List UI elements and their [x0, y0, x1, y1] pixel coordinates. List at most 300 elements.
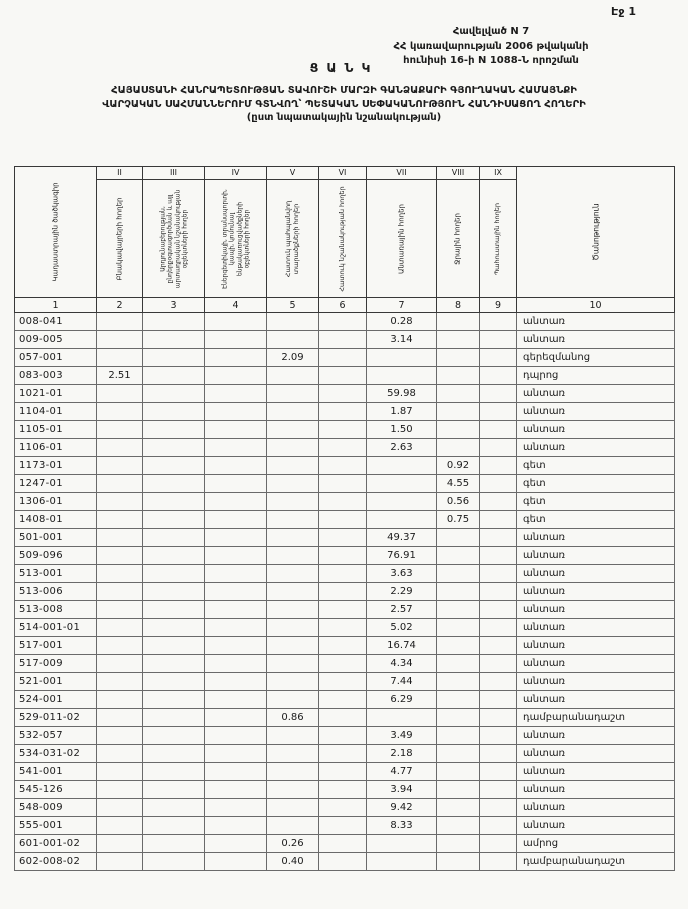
cell-cadastral-code: 1306-01	[15, 493, 97, 511]
main-title	[0, 84, 688, 125]
cell-note: գերեզմանոց	[517, 349, 675, 367]
cell-area-value	[267, 691, 319, 709]
cell-cadastral-code: 532-057	[15, 727, 97, 745]
cell-area-value	[267, 493, 319, 511]
cell-area-value	[143, 601, 205, 619]
cell-area-value	[205, 691, 267, 709]
column-number: 8	[437, 298, 480, 313]
cell-area-value	[480, 727, 517, 745]
cell-area-value	[437, 529, 480, 547]
col-header-label: Բնակավայրերի հողեր	[115, 197, 124, 280]
cell-area-value	[97, 781, 143, 799]
cell-cadastral-code: 534-031-02	[15, 745, 97, 763]
cell-area-value	[480, 637, 517, 655]
cell-area-value	[205, 367, 267, 385]
cell-note: անտառ	[517, 529, 675, 547]
cell-area-value: 2.29	[367, 583, 437, 601]
cell-area-value	[267, 601, 319, 619]
col-header-special-purpose	[319, 180, 367, 298]
cell-area-value	[480, 547, 517, 565]
cell-area-value: 3.49	[367, 727, 437, 745]
cell-note: անտառ	[517, 619, 675, 637]
col-header-protected-areas	[267, 180, 319, 298]
cell-area-value	[319, 403, 367, 421]
cell-note: անտառ	[517, 313, 675, 331]
cell-area-value	[97, 565, 143, 583]
cell-area-value	[143, 781, 205, 799]
roman-numeral: III	[143, 167, 205, 180]
cell-area-value	[205, 547, 267, 565]
cell-area-value	[437, 853, 480, 871]
cell-cadastral-code: 517-001	[15, 637, 97, 655]
cell-area-value	[143, 457, 205, 475]
cell-area-value: 0.26	[267, 835, 319, 853]
table-row	[15, 799, 675, 817]
cell-area-value	[267, 619, 319, 637]
cell-area-value	[97, 691, 143, 709]
cell-area-value: 16.74	[367, 637, 437, 655]
table-row	[15, 403, 675, 421]
page-number: Էջ 1	[611, 5, 636, 18]
cell-area-value	[480, 493, 517, 511]
cell-cadastral-code: 1247-01	[15, 475, 97, 493]
roman-numeral: IV	[205, 167, 267, 180]
cell-note: անտառ	[517, 565, 675, 583]
col-header-label: Ծանոթություն	[590, 203, 600, 261]
table-row	[15, 781, 675, 799]
cell-area-value	[319, 781, 367, 799]
table-row	[15, 691, 675, 709]
cell-area-value	[367, 493, 437, 511]
cell-area-value	[143, 709, 205, 727]
cell-area-value	[97, 385, 143, 403]
cell-area-value	[143, 583, 205, 601]
cell-area-value	[480, 853, 517, 871]
cell-cadastral-code: 513-006	[15, 583, 97, 601]
cell-area-value	[480, 673, 517, 691]
cell-area-value	[143, 475, 205, 493]
cell-area-value: 2.09	[267, 349, 319, 367]
roman-numeral-row	[15, 167, 675, 180]
cell-note: անտառ	[517, 403, 675, 421]
cell-cadastral-code: 057-001	[15, 349, 97, 367]
roman-numeral: VI	[319, 167, 367, 180]
cell-note: ամրոց	[517, 835, 675, 853]
cell-area-value	[367, 853, 437, 871]
appendix-line: ՀՀ կառավարության 2006 թվականի	[393, 40, 589, 52]
cell-area-value	[267, 583, 319, 601]
column-number: 1	[15, 298, 97, 313]
cell-area-value	[143, 727, 205, 745]
cell-area-value	[437, 673, 480, 691]
cell-area-value	[143, 673, 205, 691]
cell-area-value	[437, 367, 480, 385]
cell-area-value	[480, 313, 517, 331]
cell-area-value	[97, 529, 143, 547]
cell-area-value	[480, 565, 517, 583]
cell-area-value	[480, 385, 517, 403]
title-line: ՀԱՅԱՍՏԱՆԻ ՀԱՆՐԱՊԵՏՈՒԹՅԱՆ ՏԱՎՈՒՇԻ ՄԱՐԶԻ ԳԱՆՁԱՔԱՐԻ ԳՅՈՒՂԱԿԱՆ ՀԱՄԱՅՆՔԻ	[111, 85, 577, 96]
cell-area-value	[205, 673, 267, 691]
cell-area-value	[205, 853, 267, 871]
cell-area-value	[97, 835, 143, 853]
table-row	[15, 637, 675, 655]
cell-area-value	[480, 601, 517, 619]
table-row	[15, 367, 675, 385]
cell-note: գետ	[517, 475, 675, 493]
column-number: 3	[143, 298, 205, 313]
cell-area-value	[267, 673, 319, 691]
cell-area-value	[143, 439, 205, 457]
cell-area-value	[319, 763, 367, 781]
cell-area-value	[205, 727, 267, 745]
cell-area-value	[97, 763, 143, 781]
cell-area-value: 49.37	[367, 529, 437, 547]
cell-area-value	[319, 655, 367, 673]
cell-note: անտառ	[517, 691, 675, 709]
cell-area-value	[267, 475, 319, 493]
cell-area-value	[319, 547, 367, 565]
cell-area-value: 59.98	[367, 385, 437, 403]
table-row	[15, 349, 675, 367]
cell-area-value	[143, 421, 205, 439]
cell-area-value	[267, 727, 319, 745]
cell-area-value	[319, 835, 367, 853]
cell-area-value	[205, 763, 267, 781]
cell-area-value	[319, 457, 367, 475]
cell-area-value	[143, 817, 205, 835]
cell-area-value	[319, 331, 367, 349]
cell-cadastral-code: 513-001	[15, 565, 97, 583]
cell-area-value	[437, 835, 480, 853]
table-row	[15, 601, 675, 619]
cell-area-value	[205, 385, 267, 403]
table-row	[15, 853, 675, 871]
col-header-cadastral-code	[15, 167, 97, 298]
cell-area-value: 4.34	[367, 655, 437, 673]
cell-note: անտառ	[517, 745, 675, 763]
cell-area-value	[319, 853, 367, 871]
cell-area-value	[267, 439, 319, 457]
cell-area-value	[437, 655, 480, 673]
table-row	[15, 421, 675, 439]
cell-area-value	[367, 475, 437, 493]
cell-area-value	[367, 349, 437, 367]
cell-area-value	[480, 817, 517, 835]
cell-area-value: 2.51	[97, 367, 143, 385]
cell-area-value	[205, 637, 267, 655]
cell-area-value	[97, 313, 143, 331]
table-row	[15, 475, 675, 493]
cell-area-value	[319, 619, 367, 637]
table-row	[15, 439, 675, 457]
cell-area-value: 3.63	[367, 565, 437, 583]
cell-cadastral-code: 602-008-02	[15, 853, 97, 871]
cell-area-value: 0.40	[267, 853, 319, 871]
col-header-energy-transport	[205, 180, 267, 298]
cell-area-value	[267, 655, 319, 673]
appendix-line: հունիսի 16-ի N 1088-Ն որոշման	[403, 55, 579, 66]
cell-area-value	[480, 781, 517, 799]
table-row	[15, 835, 675, 853]
cell-cadastral-code: 541-001	[15, 763, 97, 781]
cell-area-value	[143, 493, 205, 511]
cell-area-value	[205, 511, 267, 529]
col-header-label: Անտառային հողեր	[397, 203, 406, 274]
cell-note: անտառ	[517, 781, 675, 799]
cell-area-value	[267, 637, 319, 655]
cell-area-value: 1.50	[367, 421, 437, 439]
cell-area-value: 4.55	[437, 475, 480, 493]
cell-cadastral-code: 521-001	[15, 673, 97, 691]
cell-area-value	[205, 655, 267, 673]
col-header-label: Արդյունաբերության, ընդերքօգտագործման և այլ արտադրական նշանակության օբյեկտների հողեր	[158, 189, 188, 288]
cell-area-value: 2.63	[367, 439, 437, 457]
cell-note: անտառ	[517, 547, 675, 565]
cell-note: գետ	[517, 511, 675, 529]
cell-area-value	[205, 493, 267, 511]
cell-area-value	[319, 385, 367, 403]
col-header-reserve	[480, 180, 517, 298]
cell-cadastral-code: 501-001	[15, 529, 97, 547]
cell-area-value	[267, 817, 319, 835]
col-header-water	[437, 180, 480, 298]
cell-area-value	[319, 565, 367, 583]
cell-note: գետ	[517, 457, 675, 475]
cell-area-value	[267, 421, 319, 439]
cell-area-value	[480, 421, 517, 439]
cell-area-value	[143, 349, 205, 367]
cell-cadastral-code: 529-011-02	[15, 709, 97, 727]
cell-area-value	[205, 583, 267, 601]
cell-area-value	[319, 493, 367, 511]
cell-area-value	[267, 511, 319, 529]
cell-area-value: 8.33	[367, 817, 437, 835]
cell-area-value	[437, 619, 480, 637]
cell-area-value	[267, 745, 319, 763]
cell-area-value: 1.87	[367, 403, 437, 421]
cell-area-value: 4.77	[367, 763, 437, 781]
cell-area-value	[480, 331, 517, 349]
cell-area-value	[480, 619, 517, 637]
cell-cadastral-code: 1104-01	[15, 403, 97, 421]
cell-area-value	[480, 763, 517, 781]
cell-area-value	[480, 583, 517, 601]
cell-area-value	[267, 313, 319, 331]
title-line: (ըստ նպատակային նշանակության)	[246, 112, 442, 123]
column-number: 9	[480, 298, 517, 313]
roman-numeral: VII	[367, 167, 437, 180]
cell-area-value: 0.86	[267, 709, 319, 727]
cell-area-value: 7.44	[367, 673, 437, 691]
cell-area-value: 9.42	[367, 799, 437, 817]
table-row	[15, 511, 675, 529]
cell-area-value	[267, 385, 319, 403]
cell-area-value	[319, 349, 367, 367]
doc-title: ՑԱՆԿ	[309, 60, 379, 75]
table-row	[15, 745, 675, 763]
cell-cadastral-code: 513-008	[15, 601, 97, 619]
cell-area-value	[97, 547, 143, 565]
col-header-label: Կադաստրային ծածկագիր	[51, 182, 60, 282]
cell-note: անտառ	[517, 799, 675, 817]
cell-area-value	[319, 709, 367, 727]
cell-area-value	[480, 475, 517, 493]
cell-area-value	[319, 439, 367, 457]
cell-area-value	[205, 745, 267, 763]
cell-area-value	[437, 799, 480, 817]
cell-area-value	[143, 529, 205, 547]
cell-area-value	[143, 331, 205, 349]
cell-area-value	[319, 799, 367, 817]
col-header-label: Էներգետիկայի, տրանսպորտի, կապի, կոմունալ ենթակառուցվածքների օբյեկտների հողեր	[220, 188, 250, 289]
cell-area-value	[437, 421, 480, 439]
cell-area-value: 2.57	[367, 601, 437, 619]
cell-area-value	[480, 691, 517, 709]
cell-area-value	[367, 367, 437, 385]
cell-area-value	[205, 331, 267, 349]
cell-area-value: 3.14	[367, 331, 437, 349]
cell-area-value	[267, 331, 319, 349]
cell-note: անտառ	[517, 817, 675, 835]
table-row	[15, 817, 675, 835]
cell-note: անտառ	[517, 763, 675, 781]
cell-area-value	[97, 493, 143, 511]
table-row	[15, 727, 675, 745]
cell-area-value	[97, 331, 143, 349]
table-row	[15, 313, 675, 331]
table-row	[15, 709, 675, 727]
cell-area-value	[437, 439, 480, 457]
cell-area-value	[480, 835, 517, 853]
table-row	[15, 655, 675, 673]
cell-area-value	[97, 475, 143, 493]
cell-cadastral-code: 517-009	[15, 655, 97, 673]
cell-area-value	[143, 547, 205, 565]
cell-area-value	[319, 511, 367, 529]
land-table	[14, 166, 675, 871]
cell-area-value	[319, 529, 367, 547]
cell-note: գետ	[517, 493, 675, 511]
cell-area-value	[143, 835, 205, 853]
cell-area-value	[143, 385, 205, 403]
title-line: ՎԱՐՉԱԿԱՆ ՍԱՀՄԱՆՆԵՐՈՒՄ ԳՏՆՎՈՂ՝ ՊԵՏԱԿԱՆ ՍԵՓԱԿԱՆՈՒԹՅՈՒՆ ՀԱՆԴԻՍԱՑՈՂ ՀՈՂԵՐԻ	[102, 98, 586, 110]
appendix-line: Հավելված N 7	[452, 26, 530, 37]
cell-area-value	[319, 745, 367, 763]
cell-note: անտառ	[517, 439, 675, 457]
cell-area-value	[97, 601, 143, 619]
cell-area-value	[97, 511, 143, 529]
table-row	[15, 583, 675, 601]
cell-area-value	[319, 583, 367, 601]
cell-cadastral-code: 1408-01	[15, 511, 97, 529]
cell-area-value	[143, 565, 205, 583]
cell-area-value	[267, 799, 319, 817]
cell-note: անտառ	[517, 655, 675, 673]
cell-area-value	[143, 799, 205, 817]
cell-area-value	[319, 673, 367, 691]
table-row	[15, 547, 675, 565]
table-row	[15, 565, 675, 583]
cell-area-value	[480, 367, 517, 385]
cell-area-value	[437, 691, 480, 709]
cell-area-value	[205, 709, 267, 727]
cell-area-value	[205, 457, 267, 475]
cell-cadastral-code: 545-126	[15, 781, 97, 799]
cell-area-value	[437, 637, 480, 655]
cell-area-value: 0.75	[437, 511, 480, 529]
cell-area-value	[437, 583, 480, 601]
cell-area-value	[319, 475, 367, 493]
cell-note: անտառ	[517, 601, 675, 619]
cell-cadastral-code: 1021-01	[15, 385, 97, 403]
column-number: 10	[517, 298, 675, 313]
cell-area-value	[143, 367, 205, 385]
cell-area-value	[480, 745, 517, 763]
col-header-settlement	[97, 180, 143, 298]
cell-note: անտառ	[517, 637, 675, 655]
cell-cadastral-code: 601-001-02	[15, 835, 97, 853]
cell-cadastral-code: 524-001	[15, 691, 97, 709]
cell-note: դպրոց	[517, 367, 675, 385]
column-number: 7	[367, 298, 437, 313]
cell-cadastral-code: 1105-01	[15, 421, 97, 439]
cell-area-value	[143, 619, 205, 637]
column-number: 5	[267, 298, 319, 313]
col-header-industry	[143, 180, 205, 298]
cell-area-value	[97, 403, 143, 421]
cell-note: անտառ	[517, 331, 675, 349]
roman-numeral: IX	[480, 167, 517, 180]
cell-area-value: 0.56	[437, 493, 480, 511]
cell-area-value	[97, 637, 143, 655]
cell-area-value	[267, 565, 319, 583]
cell-area-value	[97, 439, 143, 457]
cell-note: անտառ	[517, 673, 675, 691]
col-header-label: Հատուկ նշանակության հողեր	[337, 185, 346, 292]
cell-area-value	[480, 439, 517, 457]
cell-area-value: 6.29	[367, 691, 437, 709]
cell-area-value	[367, 457, 437, 475]
cell-area-value	[267, 403, 319, 421]
cell-area-value	[205, 529, 267, 547]
table-row	[15, 385, 675, 403]
cell-area-value	[480, 655, 517, 673]
cell-area-value	[319, 817, 367, 835]
cell-area-value	[97, 619, 143, 637]
cell-area-value	[97, 799, 143, 817]
cell-area-value	[437, 313, 480, 331]
cell-area-value	[267, 367, 319, 385]
table-row	[15, 619, 675, 637]
cell-area-value	[480, 529, 517, 547]
cell-area-value: 2.18	[367, 745, 437, 763]
cell-area-value	[97, 673, 143, 691]
cell-cadastral-code: 514-001-01	[15, 619, 97, 637]
cell-area-value	[480, 457, 517, 475]
cell-note: անտառ	[517, 421, 675, 439]
table-body	[15, 313, 675, 871]
cell-area-value	[143, 745, 205, 763]
cell-area-value	[143, 637, 205, 655]
cell-area-value	[437, 331, 480, 349]
cell-area-value: 5.02	[367, 619, 437, 637]
cell-area-value	[205, 799, 267, 817]
cell-area-value	[480, 511, 517, 529]
table-row	[15, 331, 675, 349]
cell-area-value	[143, 511, 205, 529]
cell-area-value	[205, 439, 267, 457]
